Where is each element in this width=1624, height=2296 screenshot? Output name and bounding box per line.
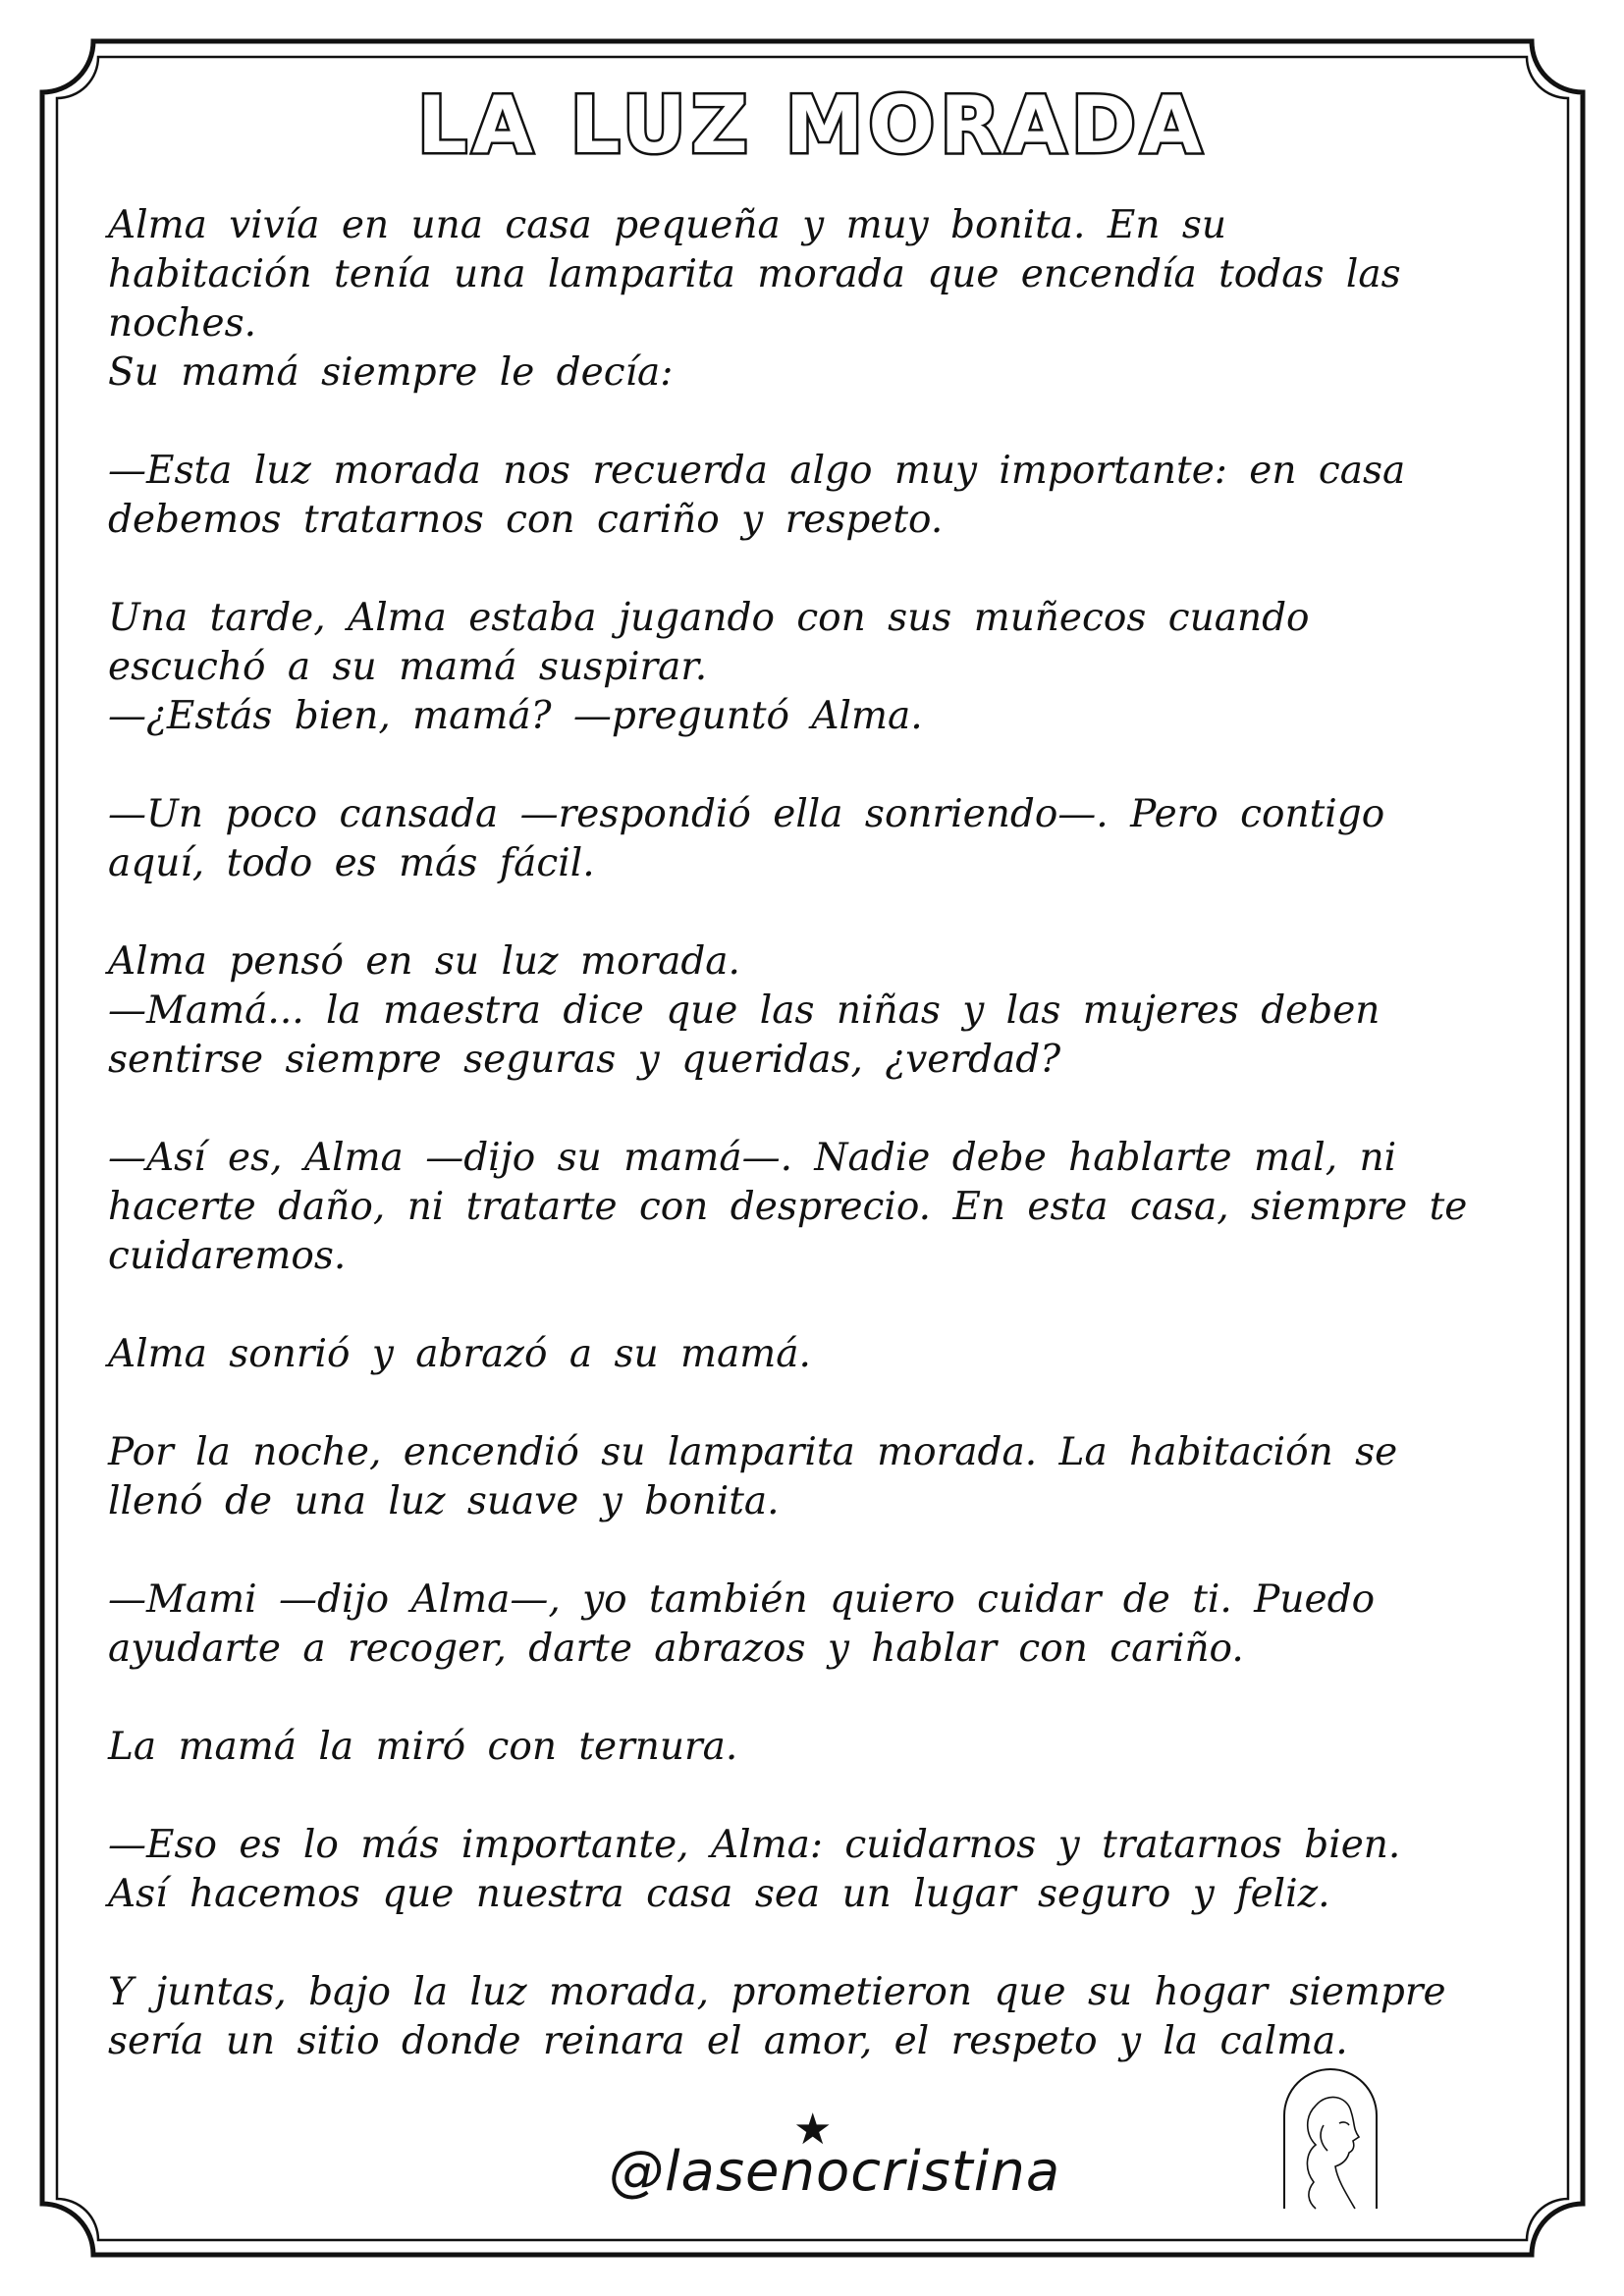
- page-title: LA LUZ MORADA: [416, 80, 1208, 171]
- paragraph: Una tarde, Alma estaba jugando con sus muñecos cuando escuchó a su mamá suspirar. —¿Estás bien, mamá? —preguntó Alma.: [108, 596, 1310, 738]
- paragraph: —Eso es lo más importante, Alma: cuidarnos y tratarnos bien. Así hacemos que nuestra casa sea un lugar seguro y feliz.: [108, 1823, 1401, 1916]
- portrait-arch: [1284, 2069, 1377, 2209]
- paragraph: Y juntas, bajo la luz morada, prometieron que su hogar siempre sería un sitio donde reinara el amor, el respeto y la calma.: [108, 1970, 1446, 2063]
- story-text: [108, 201, 1522, 2066]
- paragraph: —Esta luz morada nos recuerda algo muy importante: en casa debemos tratarnos con cariño y respeto.: [108, 449, 1406, 542]
- paragraph: La mamá la miró con ternura.: [108, 1725, 738, 1769]
- paragraph: —Así es, Alma —dijo su mamá—. Nadie debe hablarte mal, ni hacerte daño, ni tratarte con desprecio. En esta casa, siempre te cuidaremos.: [108, 1136, 1468, 1278]
- paragraph: Por la noche, encendió su lamparita morada. La habitación se llenó de una luz suave y bonita.: [108, 1430, 1398, 1523]
- paragraph: Alma vivía en una casa pequeña y muy bonita. En su habitación tenía una lamparita morada que encendía todas las noches. Su mamá siempre le decía:: [108, 203, 1401, 395]
- paragraph: Alma pensó en su luz morada. —Mamá... la maestra dice que las niñas y las mujeres deben sentirse siempre seguras y queridas, ¿verdad?: [108, 939, 1380, 1082]
- author-handle: @lasenocristina: [609, 2140, 1061, 2204]
- portrait-face: [1335, 2111, 1359, 2209]
- paragraph: Alma sonrió y abrazó a su mamá.: [108, 1332, 811, 1376]
- woman-portrait-icon: [1276, 2066, 1384, 2214]
- paragraph: —Mami —dijo Alma—, yo también quiero cuidar de ti. Puedo ayudarte a recoger, darte abrazos y hablar con cariño.: [108, 1577, 1376, 1671]
- paragraph: —Un poco cansada —respondió ella sonriendo—. Pero contigo aquí, todo es más fácil.: [108, 792, 1385, 885]
- star-icon: ★: [793, 2105, 833, 2155]
